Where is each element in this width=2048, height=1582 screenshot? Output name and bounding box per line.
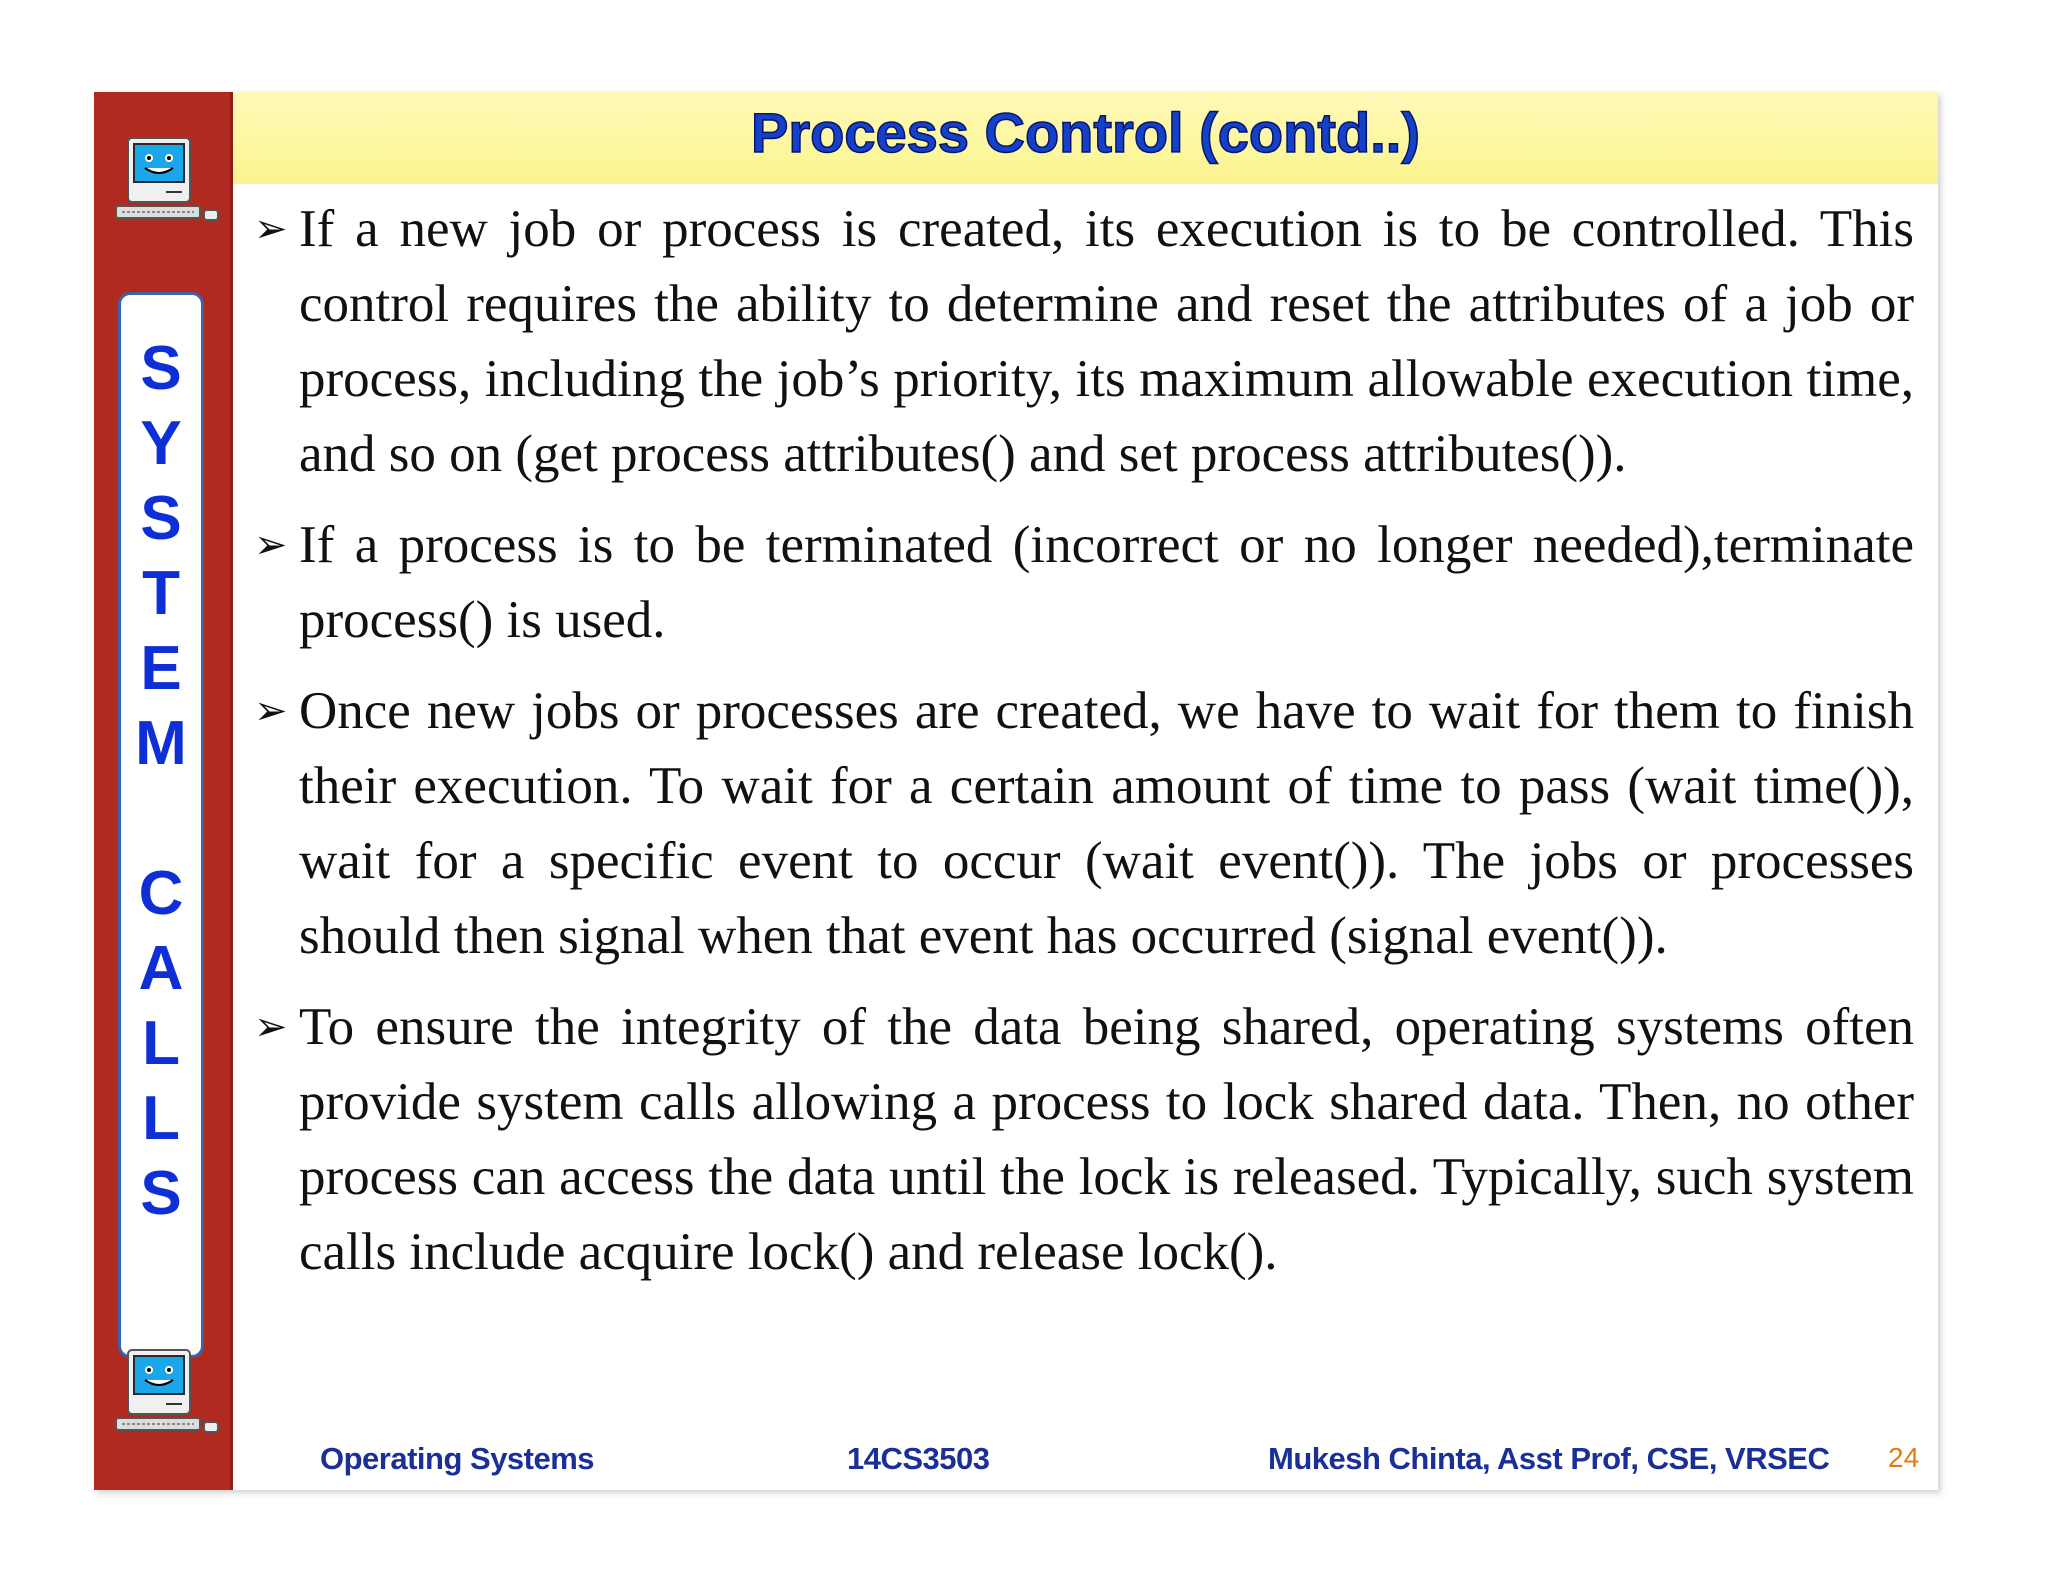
sidebar-letter: M — [135, 709, 187, 778]
title-band — [233, 92, 1938, 184]
sidebar-letter: S — [140, 1159, 182, 1228]
sidebar-letter: S — [140, 334, 182, 403]
bullet-item — [254, 674, 1914, 974]
bullet-arrow-icon: ➢ — [254, 1004, 288, 1050]
sidebar-letter: S — [140, 484, 182, 553]
slide-content — [254, 192, 1914, 1306]
sidebar-letter: A — [138, 934, 184, 1003]
sidebar — [94, 92, 233, 1490]
footer-course: Operating Systems — [320, 1441, 595, 1476]
footer-course-code: 14CS3503 — [847, 1441, 990, 1476]
sidebar-title-box — [118, 292, 204, 1358]
sidebar-letter: E — [140, 634, 182, 703]
sidebar-title — [121, 331, 201, 1231]
sidebar-letter: Y — [140, 409, 182, 478]
bullet-text: Once new jobs or processes are created, we have to wait for them to finish their execution. To wait for a certain amount of time to pass (wait time()), wait for a specific event to occur (wait event()). The jobs or processes should then signal when that event has occurred (signal event()). — [299, 682, 1914, 965]
page-number: 24 — [1888, 1442, 1920, 1473]
sidebar-letter: T — [142, 559, 180, 628]
bullet-arrow-icon: ➢ — [254, 688, 288, 734]
bullet-item — [254, 508, 1914, 658]
computer-icon — [114, 136, 222, 236]
bullet-arrow-icon: ➢ — [254, 206, 288, 252]
bullet-arrow-icon: ➢ — [254, 522, 288, 568]
bullet-text: To ensure the integrity of the data being shared, operating systems often provide system calls allowing a process to lock shared data. Then, no other process can access the data until the lock is released. Typically, such system calls include acquire lock() and release lock(). — [299, 998, 1914, 1281]
sidebar-letter: L — [142, 1009, 180, 1078]
sidebar-letter: L — [142, 1084, 180, 1153]
bullet-item — [254, 192, 1914, 492]
computer-icon — [114, 1348, 222, 1448]
bullet-item — [254, 990, 1914, 1290]
footer-author: Mukesh Chinta, Asst Prof, CSE, VRSEC — [1268, 1441, 1830, 1476]
slide — [94, 92, 1938, 1490]
bullet-text: If a new job or process is created, its execution is to be controlled. This control requires the ability to determine and reset the attributes of a job or process, including the job’s priority, its maximum allowable execution time, and so on (get process attributes() and set process attributes()). — [299, 200, 1914, 483]
sidebar-letter: C — [138, 859, 184, 928]
bullet-text: If a process is to be terminated (incorrect or no longer needed),terminate process() is used. — [299, 516, 1914, 649]
slide-title: Process Control (contd..) — [751, 101, 1420, 164]
